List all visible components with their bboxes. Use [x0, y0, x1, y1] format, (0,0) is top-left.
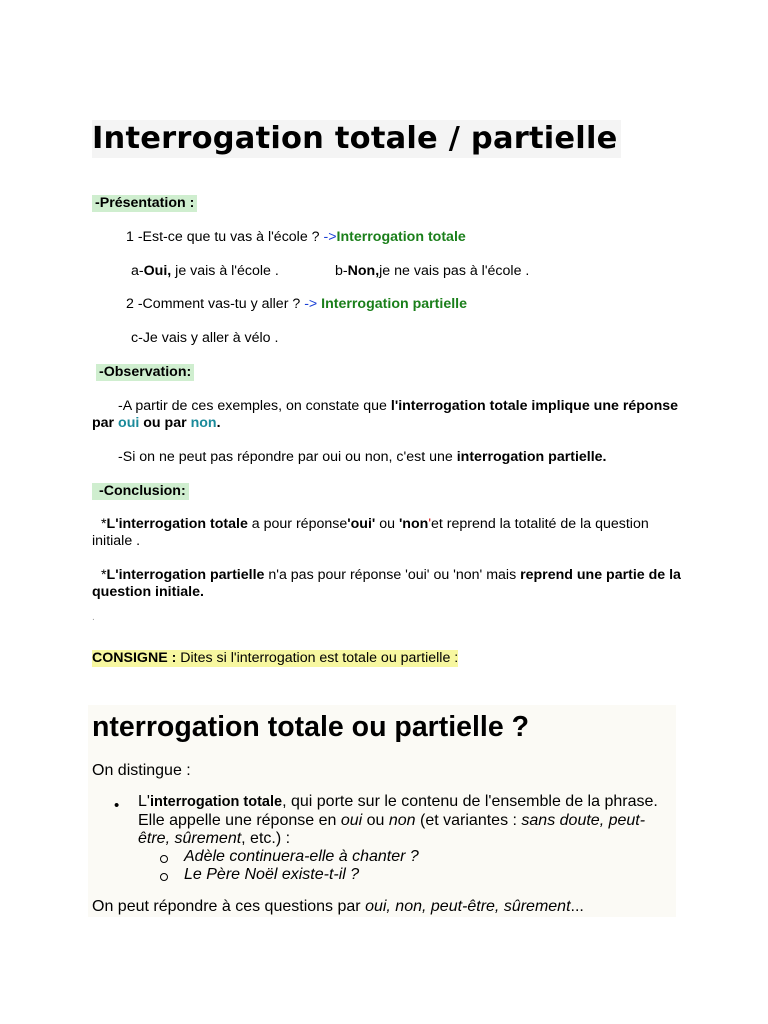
obs-p1-c: ou par: [139, 415, 191, 431]
bullet-d: ou: [362, 811, 389, 829]
example-2-label: Interrogation partielle: [317, 296, 467, 312]
outro-c: ...: [570, 898, 584, 915]
example-2: [126, 296, 467, 313]
panel-title: nterrogation totale ou partielle ?: [92, 711, 530, 743]
answer-a-rest: je vais à l'école .: [171, 263, 279, 279]
answer-a-bold: Oui,: [143, 263, 172, 279]
consigne: [92, 650, 458, 667]
consigne-label: CONSIGNE :: [92, 650, 177, 666]
observation-heading: -Observation:: [96, 364, 194, 381]
panel-intro: On distingue :: [92, 762, 191, 779]
conc-1-quote: ': [428, 516, 432, 532]
bullet-b: interrogation totale: [149, 794, 283, 810]
conc-1-star: *: [101, 516, 107, 532]
stray-dot: .: [92, 612, 95, 623]
outro-b: oui, non, peut-être, sûrement: [365, 898, 571, 915]
sub2-text: Le Père Noël existe-t-il ?: [184, 866, 360, 883]
panel-bullet-text: [138, 793, 658, 849]
conc-1-a: a pour réponse: [247, 516, 348, 532]
bullet-non: non: [388, 811, 416, 829]
sub1-text: Adèle continuera-elle à chanter ?: [184, 848, 419, 865]
obs-p1-b: l'interrogation totale implique une réponse par: [92, 398, 679, 431]
conclusion-paragraph-1: [92, 516, 682, 550]
answer-b-rest: je ne vais pas à l'école .: [379, 263, 530, 279]
circle-bullet-icon: [160, 855, 168, 863]
presentation-heading: -Présentation :: [92, 195, 197, 212]
conc-2-b: reprend une partie de la question initiale.: [92, 567, 681, 600]
page-title: Interrogation totale / partielle: [92, 120, 621, 158]
bullet-a: L': [138, 793, 150, 810]
obs-p1-a: -A partir de ces exemples, on constate que: [118, 398, 391, 414]
obs-p1-d: .: [216, 415, 221, 431]
observation-paragraph-1: [92, 398, 682, 432]
sub-example-1: [184, 848, 419, 867]
conc-1-c: et reprend la totalité de la question initiale .: [92, 516, 649, 549]
example-1-label: Interrogation totale: [336, 229, 466, 245]
answer-b: [335, 263, 529, 280]
answer-b-prefix: b-: [335, 263, 348, 279]
conc-2-star: *: [101, 567, 107, 583]
obs-p1-oui: oui: [118, 415, 140, 431]
example-1: [126, 229, 466, 246]
arrow-icon: ->: [323, 229, 337, 245]
conclusion-heading: -Conclusion:: [92, 483, 189, 500]
sub-example-2: [184, 866, 359, 885]
answer-b-bold: Non,: [347, 263, 380, 279]
bullet-c: , qui porte sur le contenu de l'ensemble de la phrase. Elle appelle une réponse en: [138, 793, 658, 829]
conc-1-oui: 'oui': [347, 516, 376, 532]
consigne-text: Dites si l'interrogation est totale ou partielle :: [176, 650, 459, 666]
conc-1-bold: L'interrogation totale: [106, 516, 248, 532]
conclusion-paragraph-2: [92, 567, 682, 601]
example-2-text: 2 -Comment vas-tu y aller ?: [126, 296, 305, 312]
circle-bullet-icon: [160, 873, 168, 881]
bullet-f: sans doute, peut-être, sûrement: [138, 811, 646, 847]
obs-p2-a: -Si on ne peut pas répondre par oui ou non, c'est une: [118, 449, 457, 465]
conc-2-bold: L'interrogation partielle: [106, 567, 265, 583]
observation-paragraph-2: [118, 449, 607, 466]
bullet-g: , etc.) :: [241, 830, 291, 847]
conc-1-non: 'non: [398, 516, 429, 532]
bullet-oui: oui: [340, 811, 363, 829]
bullet-e: (et variantes :: [415, 811, 522, 829]
panel-outro: [92, 898, 584, 917]
obs-p1-non: non: [190, 415, 217, 431]
conc-1-b: ou: [375, 516, 399, 532]
conc-2-a: n'a pas pour réponse 'oui' ou 'non' mais: [264, 567, 521, 583]
bullet-icon: •: [114, 797, 120, 814]
arrow-icon: ->: [304, 296, 318, 312]
obs-p2-b: interrogation partielle.: [456, 449, 607, 465]
example-1-text: 1 -Est-ce que tu vas à l'école ?: [126, 229, 324, 245]
answer-a-prefix: a-: [131, 263, 144, 279]
outro-a: On peut répondre à ces questions par: [92, 898, 366, 915]
answer-c: c-Je vais y aller à vélo .: [131, 330, 279, 346]
answer-a: [131, 263, 279, 280]
